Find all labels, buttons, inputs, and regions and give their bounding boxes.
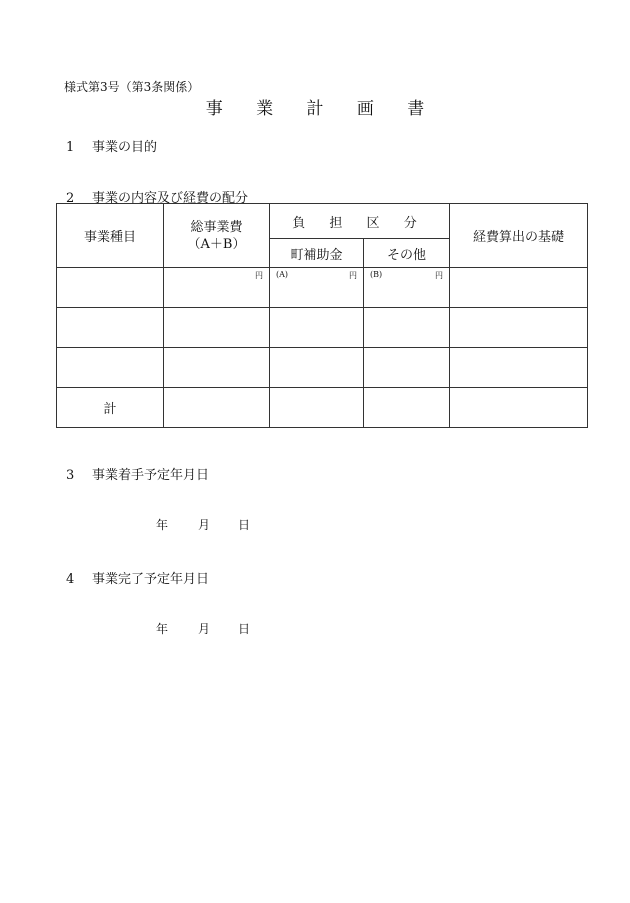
section-label: 事業の内容及び経費の配分 bbox=[92, 191, 249, 206]
cell-cost-basis[interactable] bbox=[450, 388, 588, 428]
yen-unit: 円 bbox=[435, 271, 443, 280]
cell-business-type[interactable] bbox=[57, 348, 164, 388]
month-label: 月 bbox=[198, 622, 211, 636]
start-date-field[interactable] bbox=[156, 516, 250, 533]
cell-total-cost[interactable] bbox=[164, 388, 270, 428]
day-label: 日 bbox=[238, 622, 251, 636]
table-row bbox=[57, 268, 588, 308]
header-burden-division: 負 担 区 分 bbox=[270, 204, 450, 239]
document-title: 事 業 計 画 書 bbox=[205, 99, 439, 119]
cell-total-cost[interactable] bbox=[164, 308, 270, 348]
cell-cost-basis[interactable] bbox=[450, 308, 588, 348]
section-number: 2 bbox=[66, 191, 75, 206]
cell-other[interactable] bbox=[364, 268, 450, 308]
section-label: 事業完了予定年月日 bbox=[92, 572, 210, 587]
cell-business-type[interactable] bbox=[57, 268, 164, 308]
year-label: 年 bbox=[156, 622, 169, 636]
header-other: その他 bbox=[364, 239, 450, 268]
header-cost-basis: 経費算出の基礎 bbox=[450, 204, 588, 268]
tag-a: (A) bbox=[276, 270, 289, 279]
form-number: 様式第3号（第3条関係） bbox=[64, 80, 200, 94]
cell-town-subsidy[interactable] bbox=[270, 348, 364, 388]
cell-total-cost[interactable] bbox=[164, 348, 270, 388]
section-start-date bbox=[66, 464, 209, 483]
section-number: 3 bbox=[66, 468, 75, 483]
header-total-cost-line1: 総事業費 bbox=[190, 219, 243, 235]
day-label: 日 bbox=[238, 518, 251, 532]
cell-town-subsidy[interactable] bbox=[270, 388, 364, 428]
yen-unit: 円 bbox=[255, 271, 263, 280]
header-town-subsidy: 町補助金 bbox=[270, 239, 364, 268]
total-row-label: 計 bbox=[57, 388, 164, 428]
cost-allocation-table bbox=[56, 203, 588, 428]
cell-cost-basis[interactable] bbox=[450, 268, 588, 308]
section-label: 事業着手予定年月日 bbox=[92, 468, 210, 483]
table-row bbox=[57, 308, 588, 348]
yen-unit: 円 bbox=[349, 271, 357, 280]
cell-other[interactable] bbox=[364, 308, 450, 348]
table-row bbox=[57, 348, 588, 388]
cell-cost-basis[interactable] bbox=[450, 348, 588, 388]
section-completion-date bbox=[66, 568, 209, 587]
completion-date-field[interactable] bbox=[156, 620, 250, 637]
table-total-row bbox=[57, 388, 588, 428]
cell-town-subsidy[interactable] bbox=[270, 308, 364, 348]
section-label: 事業の目的 bbox=[92, 140, 158, 155]
cell-business-type[interactable] bbox=[57, 308, 164, 348]
month-label: 月 bbox=[198, 518, 211, 532]
cell-other[interactable] bbox=[364, 388, 450, 428]
header-total-cost-line2: （A＋B） bbox=[187, 236, 246, 252]
section-number: 1 bbox=[66, 140, 75, 155]
cell-town-subsidy[interactable] bbox=[270, 268, 364, 308]
tag-b: (B) bbox=[370, 270, 383, 279]
cell-total-cost[interactable] bbox=[164, 268, 270, 308]
header-business-type: 事業種目 bbox=[57, 204, 164, 268]
section-purpose bbox=[66, 136, 157, 155]
header-total-cost bbox=[164, 204, 270, 268]
cell-other[interactable] bbox=[364, 348, 450, 388]
year-label: 年 bbox=[156, 518, 169, 532]
section-number: 4 bbox=[66, 572, 75, 587]
